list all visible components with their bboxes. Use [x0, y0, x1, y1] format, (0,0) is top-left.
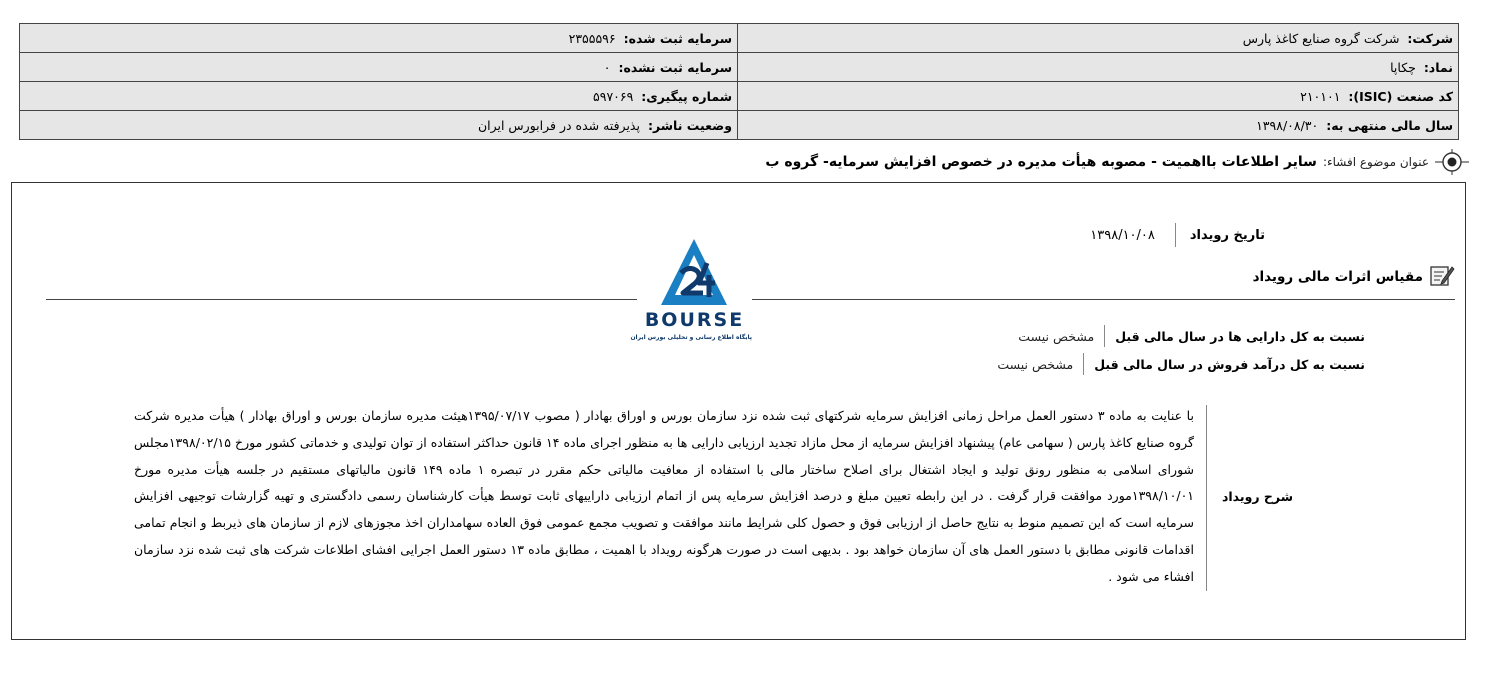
divider	[1083, 353, 1084, 375]
event-date-row	[1090, 223, 1265, 247]
revenue-ratio-row	[997, 353, 1365, 375]
revenue-ratio-label: نسبت به کل درآمد فروش در سال مالی قبل	[1094, 356, 1365, 372]
symbol-label: نماد:	[1423, 59, 1453, 75]
symbol-value: چکاپا	[1390, 59, 1416, 75]
unregistered-capital-value: ۰	[603, 59, 611, 75]
event-description-label: شرح رویداد	[1221, 489, 1293, 504]
info-row	[20, 82, 1459, 111]
isic-cell	[738, 82, 1459, 111]
company-cell	[738, 24, 1459, 53]
company-info-table	[19, 23, 1459, 140]
event-date-value: ۱۳۹۸/۱۰/۰۸	[1090, 227, 1155, 243]
revenue-ratio-value: مشخص نیست	[997, 356, 1074, 372]
publisher-status-cell	[20, 111, 738, 140]
financial-impact-heading	[1253, 263, 1455, 291]
publisher-status-label: وضعیت ناشر:	[647, 117, 732, 133]
fiscal-year-value: ۱۳۹۸/۰۸/۳۰	[1256, 117, 1319, 133]
divider	[1175, 223, 1176, 247]
tracking-number-value: ۵۹۷۰۶۹	[593, 88, 634, 104]
symbol-cell	[738, 53, 1459, 82]
assets-ratio-row	[1018, 325, 1365, 347]
target-icon	[1435, 148, 1469, 176]
tracking-number-cell	[20, 82, 738, 111]
isic-value: ۲۱۰۱۰۱	[1300, 88, 1341, 104]
fiscal-year-label: سال مالی منتهی به:	[1326, 117, 1453, 133]
info-row	[20, 53, 1459, 82]
disclosure-subject	[765, 148, 1469, 176]
publisher-status-value: پذیرفته شده در فرابورس ایران	[477, 117, 640, 133]
event-date-label: تاریخ رویداد	[1189, 227, 1265, 243]
tracking-number-label: شماره پیگیری:	[641, 88, 732, 104]
info-row	[20, 24, 1459, 53]
registered-capital-label: سرمایه ثبت شده:	[623, 30, 732, 46]
financial-impact-title: مقیاس اثرات مالی رویداد	[1252, 269, 1423, 285]
divider	[1104, 325, 1105, 347]
logo-wordmark: BOURSE	[644, 309, 745, 331]
company-value: شرکت گروه صنایع کاغذ پارس	[1242, 30, 1400, 46]
unregistered-capital-cell	[20, 53, 738, 82]
info-row	[20, 111, 1459, 140]
company-label: شرکت:	[1407, 30, 1453, 46]
bourse-logo	[630, 233, 752, 343]
isic-label: کد صنعت (ISIC):	[1348, 88, 1453, 104]
logo-subtitle: پایگاه اطلاع رسانی و تحلیلی بورس ایران	[630, 334, 752, 341]
event-description-text: با عنایت به ماده ۳ دستور العمل مراحل زمانی افزایش سرمایه شرکتهای ثبت شده نزد سازمان بورس و اوراق بهادار ( مصوب ۱۳۹۵/۰۷/۱۷هیئت مدیره سازمان بورس و اوراق بهادار ) هیأت مدیره شرکت گروه صنایع کاغذ پارس ( سهامی عام) پیشنهاد افزایش سرمایه از محل مازاد تجدید ارزیابی دارایی ها به منظور اجرای ماده ۱۴ قانون حداکثر استفاده از توان تولیدی و خدماتی کشور مورخ ۱۳۹۸/۰۲/۱۵مجلس شورای اسلامی به منظور رونق تولید و ایجاد اشتغال برای اصلاح ساختار مالی با استفاده از معافیت مالیاتی حکم مقرر در تبصره ۱ ماده ۱۴۹ قانون مالیاتهای مستقیم در جلسه هیأت مدیره مورخ ۱۳۹۸/۱۰/۰۱مورد موافقت قرار گرفت . در این رابطه تعیین مبلغ و درصد افزایش سرمایه پس از اتمام ارزیابی داراییهای ثابت توسط هیأت کارشناسان رسمی دادگستری و تهیه گزارشات توجیهی افزایش سرمایه است که این تصمیم منوط به نتایج حاصل از ارزیابی فوق و حصول کلی شرایط مانند موافقت و تصویب مجمع عمومی فوق العاده سهامداران اخذ مجوزهای لازم از سازمان های ذیربط و انجام تمامی اقدامات قانونی مطابق با دستور العمل های آن سازمان خواهد بود . بدیهی است در صورت هرگونه رویداد با اهمیت ، مطابق ماده ۱۳ دستور العمل اجرایی افشای اطلاعات شرکت های ثبت شده نزد سازمان افشاء می شود .	[134, 408, 1194, 584]
registered-capital-value: ۲۳۵۵۵۹۶	[568, 30, 616, 46]
unregistered-capital-label: سرمایه ثبت نشده:	[618, 59, 732, 75]
subject-title: سایر اطلاعات بااهمیت - مصوبه هیأت مدیره در خصوص افزایش سرمایه- گروه ب	[765, 154, 1317, 170]
registered-capital-cell	[20, 24, 738, 53]
assets-ratio-label: نسبت به کل دارایی ها در سال مالی قبل	[1115, 328, 1365, 344]
fiscal-year-cell	[738, 111, 1459, 140]
assets-ratio-value: مشخص نیست	[1018, 328, 1095, 344]
edit-document-icon	[1429, 263, 1455, 291]
divider	[1206, 405, 1207, 591]
event-panel	[11, 182, 1466, 640]
subject-label: عنوان موضوع افشاء:	[1322, 155, 1429, 169]
